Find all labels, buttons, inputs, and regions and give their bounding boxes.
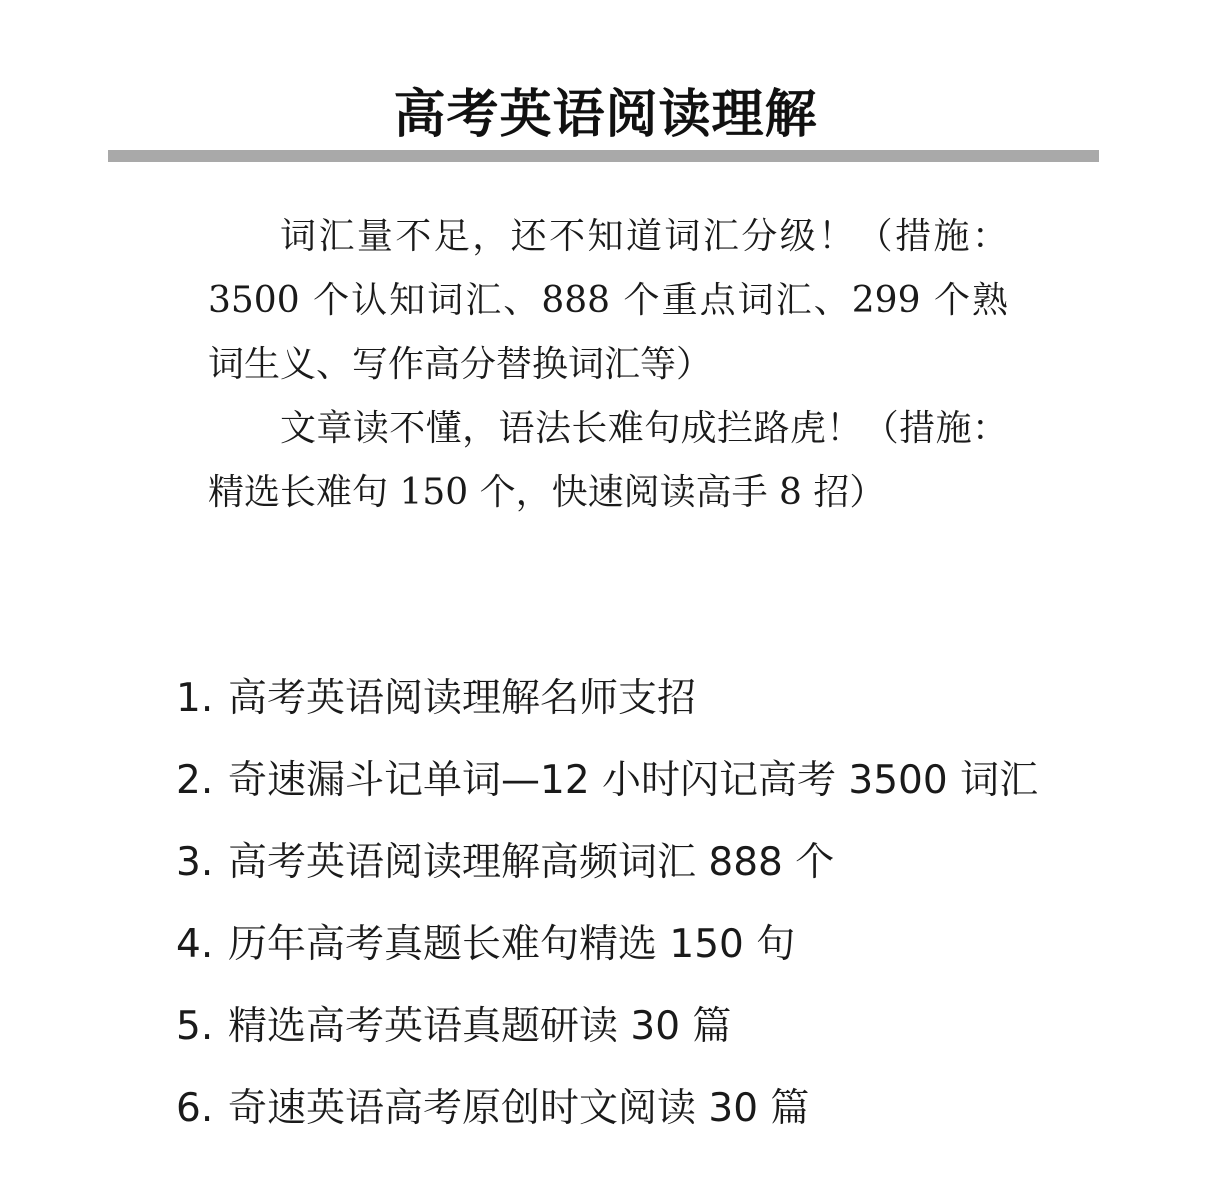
list-item	[176, 740, 1186, 822]
list-item	[176, 986, 1186, 1068]
intro-paragraph-vocabulary: 词汇量不足，还不知道词汇分级！（措施：3500 个认知词汇、888 个重点词汇、299 个熟词生义、写作高分替换词汇等）	[208, 216, 1008, 385]
list-item-text: 历年高考真题长难句精选 150 句	[228, 922, 796, 967]
list-item-text: 奇速漏斗记单词—12 小时闪记高考 3500 词汇	[228, 758, 1039, 803]
contents-list	[176, 658, 1186, 1150]
list-item	[176, 1068, 1186, 1150]
list-item-text: 精选高考英语真题研读 30 篇	[228, 1004, 732, 1049]
list-item	[176, 658, 1186, 740]
intro-paragraph-reading: 文章读不懂，语法长难句成拦路虎！（措施：精选长难句 150 个，快速阅读高手 8 招）	[208, 408, 1008, 513]
list-item	[176, 904, 1186, 986]
list-item-text: 奇速英语高考原创时文阅读 30 篇	[228, 1086, 810, 1131]
intro-text	[208, 205, 1008, 525]
list-item-text: 高考英语阅读理解高频词汇 888 个	[228, 840, 835, 885]
list-item-text: 高考英语阅读理解名师支招	[228, 676, 697, 721]
list-item-number: 5.	[176, 1004, 214, 1049]
list-item-number: 6.	[176, 1086, 214, 1131]
page-title: 高考英语阅读理解	[393, 84, 818, 145]
title-divider	[108, 150, 1099, 162]
list-item-number: 1.	[176, 676, 214, 721]
list-item-number: 2.	[176, 758, 214, 803]
list-item-number: 4.	[176, 922, 214, 967]
list-item-number: 3.	[176, 840, 214, 885]
list-item	[176, 822, 1186, 904]
